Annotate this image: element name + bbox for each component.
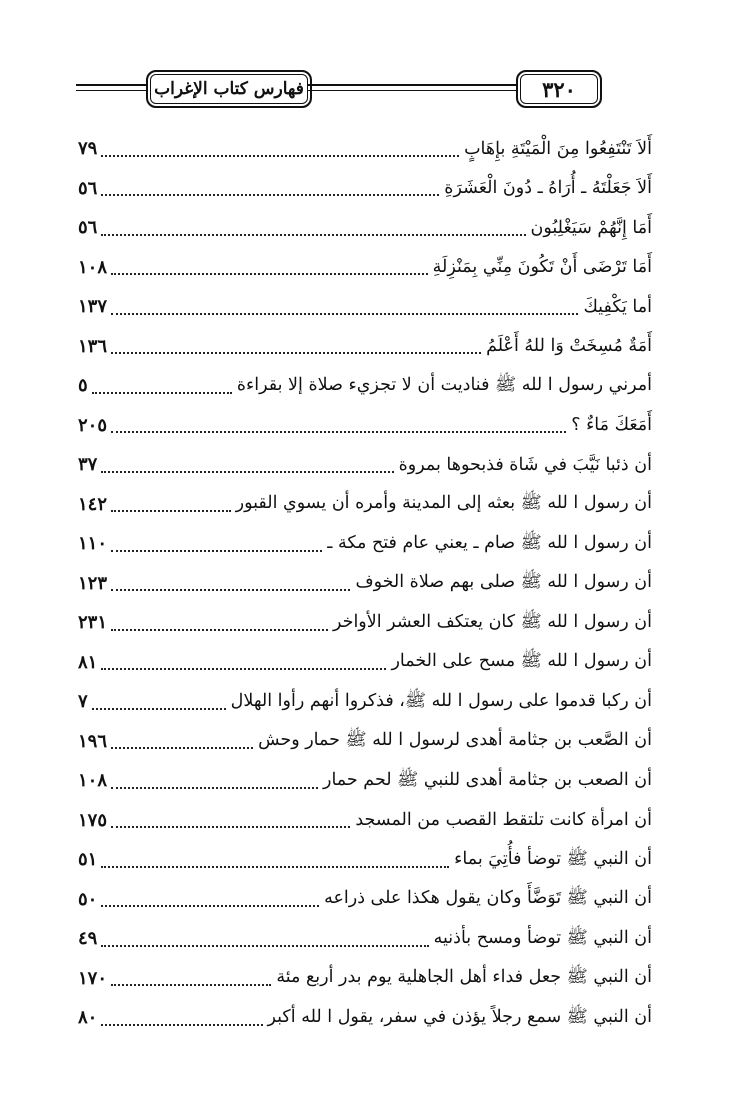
- index-entry: [78, 169, 652, 209]
- header-rule: [76, 90, 146, 91]
- index-entry: [78, 998, 652, 1038]
- entry-text: أَمَا إِنَّهُمْ سَيَغْلِبُون: [530, 217, 652, 238]
- dot-leader: [92, 392, 232, 394]
- index-entry: [78, 959, 652, 999]
- index-entry: [78, 880, 652, 920]
- dot-leader: [101, 155, 459, 157]
- index-entry: [78, 524, 652, 564]
- header-rule: [308, 90, 516, 91]
- dot-leader: [101, 471, 393, 473]
- dot-leader: [101, 668, 386, 670]
- entry-page: ٥١: [78, 849, 98, 871]
- entry-page: ١٤٢: [78, 493, 108, 515]
- entry-text: أن ركبا قدموا على رسول ا لله ﷺ، فذكروا أنهم رأوا الهلال: [230, 690, 652, 711]
- entry-page: ٥٠: [78, 888, 98, 910]
- index-entry: [78, 682, 652, 722]
- entry-page: ٧٩: [78, 138, 98, 160]
- entry-page: ٨٠: [78, 1007, 98, 1029]
- entry-page: ١٢٣: [78, 572, 108, 594]
- dot-leader: [111, 826, 350, 828]
- entry-text: أن النبي ﷺ تَوَضَّأَ وكان يقول هكذا على ذراعه: [324, 888, 652, 909]
- dot-leader: [92, 708, 226, 710]
- entry-page: ١٧٥: [78, 809, 108, 831]
- entry-page: ٣٧: [78, 454, 98, 476]
- dot-leader: [101, 1024, 262, 1026]
- entry-text: أن رسول ا لله ﷺ مسح على الخمار: [391, 651, 652, 672]
- dot-leader: [111, 352, 481, 354]
- dot-leader: [111, 747, 253, 749]
- dot-leader: [111, 510, 231, 512]
- entry-text: أن ذئبا نَيَّبَ في شَاة فذبحوها بمروة: [398, 454, 652, 475]
- index-entry: [78, 327, 652, 367]
- index-entry: [78, 129, 652, 169]
- entry-text: أما يَكْفِيكَ: [583, 296, 652, 317]
- entry-page: ٢٠٥: [78, 414, 108, 436]
- index-entry: [78, 919, 652, 959]
- index-entry: [78, 643, 652, 683]
- entry-page: ١٠٨: [78, 256, 108, 278]
- entry-text: أَلاَ جَعَلْتَهُ ـ أُرَاهُ ـ دُونَ الْعَشَرَةِ: [444, 178, 652, 199]
- dot-leader: [111, 431, 566, 433]
- dot-leader: [101, 234, 525, 236]
- entry-text: أن امرأة كانت تلتقط القصب من المسجد: [355, 810, 652, 831]
- entry-text: أَمَعَكَ مَاءٌ ؟: [571, 415, 652, 436]
- entry-page: ١٠٨: [78, 770, 108, 792]
- running-title: فهارس كتاب الإغراب: [146, 70, 312, 108]
- entry-page: ٢٣١: [78, 612, 108, 634]
- index-entry: [78, 722, 652, 762]
- index-entry: [78, 564, 652, 604]
- dot-leader: [101, 905, 319, 907]
- dot-leader: [111, 550, 322, 552]
- index-entry: [78, 801, 652, 841]
- entry-text: أن النبي ﷺ سمع رجلاً يؤذن في سفر، يقول ا لله أكبر: [267, 1006, 652, 1027]
- entry-text: أَمَةٌ مُسِخَتْ وَا للهُ أَعْلَمُ: [486, 336, 652, 357]
- entry-page: ٨١: [78, 651, 98, 673]
- dot-leader: [111, 787, 318, 789]
- index-entry: [78, 366, 652, 406]
- dot-leader: [111, 984, 271, 986]
- index-entry: [78, 761, 652, 801]
- dot-leader: [111, 273, 428, 275]
- entry-text: أن رسول ا لله ﷺ بعثه إلى المدينة وأمره أن يسوي القبور: [235, 493, 652, 514]
- entry-page: ٥٦: [78, 217, 98, 239]
- entry-text: أمرني رسول ا لله ﷺ فناديت أن لا تجزيء صلاة إلا بقراءة: [236, 374, 652, 395]
- dot-leader: [111, 589, 350, 591]
- header-rule: [76, 84, 146, 86]
- dot-leader: [111, 313, 578, 315]
- entry-text: أن رسول ا لله ﷺ صلى بهم صلاة الخوف: [355, 572, 652, 593]
- entry-text: أن النبي ﷺ توضأ فأُتِيَ بماء: [454, 848, 652, 869]
- index-entry: [78, 603, 652, 643]
- entry-page: ٤٩: [78, 928, 98, 950]
- index-entry: [78, 406, 652, 446]
- entry-text: أَمَا تَرْضَى أَنْ تَكُونَ مِنِّي بِمَنْزِلَةِ: [432, 257, 652, 278]
- entry-text: أن الصَّعب بن جثامة أهدى لرسول ا لله ﷺ حمار وحش: [258, 730, 652, 751]
- entry-text: أن رسول ا لله ﷺ صام ـ يعني عام فتح مكة ـ: [327, 532, 652, 553]
- entry-page: ١١٠: [78, 533, 108, 555]
- index-entry: [78, 208, 652, 248]
- entry-page: ١٧٠: [78, 967, 108, 989]
- dot-leader: [101, 866, 449, 868]
- dot-leader: [111, 629, 328, 631]
- entry-text: أن النبي ﷺ جعل فداء أهل الجاهلية يوم بدر أربع مئة: [276, 967, 652, 988]
- dot-leader: [101, 945, 428, 947]
- entry-page: ٥: [78, 375, 88, 397]
- entry-text: أَلاَ تَنْتَفِعُوا مِنَ الْمَيْتَةِ بإِهَابٍ: [464, 138, 652, 159]
- entry-page: ١٣٧: [78, 296, 108, 318]
- dot-leader: [101, 194, 439, 196]
- entry-page: ٧: [78, 691, 88, 713]
- entry-text: أن رسول ا لله ﷺ كان يعتكف العشر الأواخر: [332, 611, 652, 632]
- index-entry: [78, 287, 652, 327]
- index-entry: [78, 840, 652, 880]
- index-entry: [78, 248, 652, 288]
- entry-page: ١٩٦: [78, 730, 108, 752]
- entry-text: أن الصعب بن جثامة أهدى للنبي ﷺ لحم حمار: [323, 769, 652, 790]
- index-entry: [78, 485, 652, 525]
- entry-page: ١٣٦: [78, 335, 108, 357]
- index-entry: [78, 445, 652, 485]
- page-header: [76, 62, 672, 122]
- entry-page: ٥٦: [78, 177, 98, 199]
- index-list: [78, 129, 652, 1038]
- page-number: ٣٢٠: [516, 70, 602, 108]
- entry-text: أن النبي ﷺ توضأ ومسح بأذنيه: [433, 927, 652, 948]
- header-rule: [308, 84, 516, 86]
